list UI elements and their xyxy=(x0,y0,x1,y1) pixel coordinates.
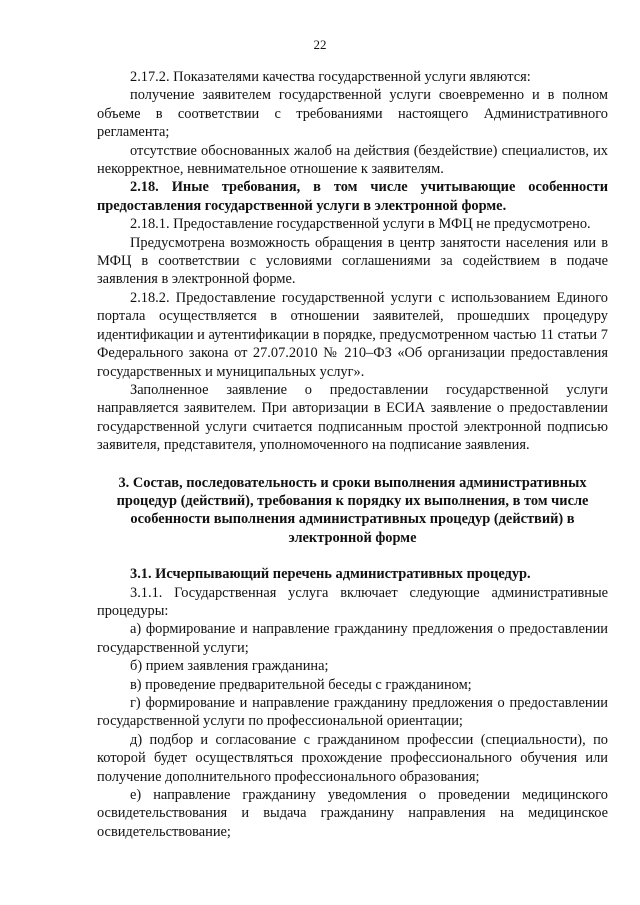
section-3-heading: 3. Состав, последовательность и сроки выполнения административных процедур (действий), требования к порядку их выполнения, в том числе особенности выполнения административных процедур (действий) в электронной форме xyxy=(116,474,589,546)
clause-2-18-1: 2.18.1. Предоставление государственной услуги в МФЦ не предусмотрено. xyxy=(130,216,591,233)
page-number: 22 xyxy=(313,37,327,52)
procedure-g: г) формирование и направление гражданину предложения о предоставлении государственной услуги по профессиональной ориентации; xyxy=(97,695,608,730)
spacer xyxy=(97,455,608,474)
clause-2-17-2: 2.17.2. Показателями качества государственной услуги являются: xyxy=(130,69,531,85)
clause-3-1-1: 3.1.1. Государственная услуга включает следующие административные процедуры: xyxy=(97,584,608,619)
clause-2-18-2: 2.18.2. Предоставление государственной услуги с использованием Единого портала осуществляется в отношении заявителей, прошедших процедуру идентификации и аутентификации в порядке, предусмотренном частью 11 статьи 7 Федерального закона от 27.07.2010 № 210–ФЗ «Об организации предоставления государственных и муниципальных услуг». xyxy=(97,289,608,380)
procedure-e: е) направление гражданину уведомления о проведении медицинского освидетельствования и выдача гражданину направления на медицинское освидетельствование; xyxy=(97,787,608,840)
esia-paragraph: Заполненное заявление о предоставлении государственной услуги направляется заявителем. При авторизации в ЕСИА заявление о предоставлении государственной услуги считается подписанным простой электронной подписью заявителя, представителя, уполномоченного на подписание заявления. xyxy=(97,381,608,454)
quality-indicator-2: отсутствие обоснованных жалоб на действия (бездействие) специалистов, их некорректное, невнимательное отношение к заявителям. xyxy=(97,142,608,178)
quality-indicator-1: получение заявителем государственной услуги своевременно и в полном объеме в соответствии с требованиями настоящего Административного регламента; xyxy=(97,87,608,141)
procedure-a: а) формирование и направление гражданину предложения о предоставлении государственной услуги; xyxy=(97,621,608,656)
spacer xyxy=(97,547,608,565)
section-3-1-heading: 3.1. Исчерпывающий перечень административных процедур. xyxy=(130,566,531,583)
section-2-18-heading: 2.18. Иные требования, в том числе учитывающие особенности предоставления государственной услуги в электронной форме. xyxy=(97,179,608,214)
mfc-paragraph: Предусмотрена возможность обращения в центр занятости населения или в МФЦ в соответствии с условиями соглашениями за содействием в подаче заявления в электронной форме. xyxy=(97,234,608,288)
procedure-b: б) прием заявления гражданина; xyxy=(130,658,329,675)
document-body xyxy=(97,68,608,841)
procedure-v: в) проведение предварительной беседы с гражданином; xyxy=(130,676,472,693)
procedure-d: д) подбор и согласование с гражданином профессии (специальности), по которой будет осуществляться прохождение профессионального обучения или получение дополнительного профессионального образования; xyxy=(97,731,608,785)
